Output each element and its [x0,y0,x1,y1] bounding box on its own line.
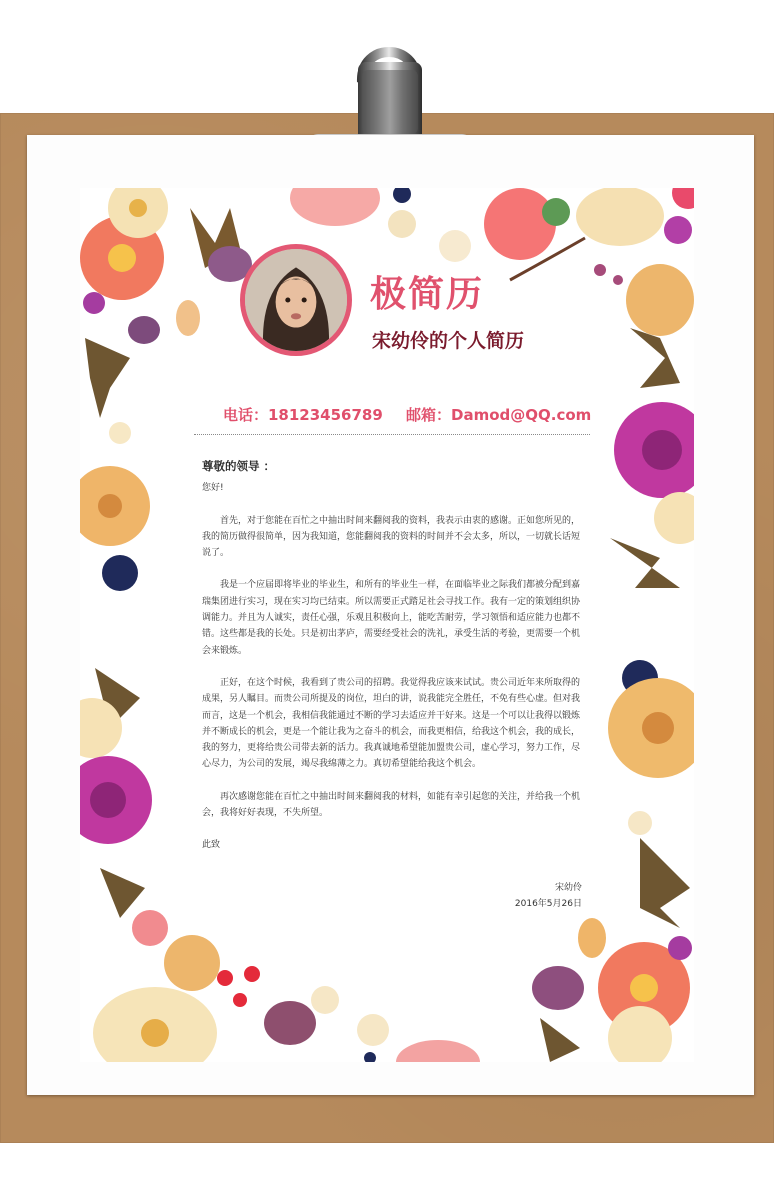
bud-icon [626,264,694,336]
berry-icon [364,1052,376,1062]
profile-photo [240,244,352,356]
flower-icon [102,555,138,591]
berry-icon [233,993,247,1007]
rose-icon [290,188,380,226]
flower-icon [664,216,692,244]
letter-paragraph: 再次感谢您能在百忙之中抽出时间来翻阅我的材料，如能有幸引起您的关注，并给我一个机会，我将好好表现，不失所望。 [202,791,581,819]
bud-icon [542,198,570,226]
resume-page [80,188,694,1062]
email-address: 邮箱：Damod@QQ.com [406,406,592,424]
leaf-icon [85,338,130,418]
flower-icon [388,210,416,238]
letter-greeting: 尊敬的领导 ： [202,459,276,473]
letter-paragraph: 正好，在这个时候，我看到了贵公司的招聘。我觉得我应该来试试。贵公司近年来所取得的成果，另人瞩目。而贵公司所提及的岗位，坦白的讲，说我能完全胜任，不免有些心虚。但对我而言，这是一个机会，我相信我能通过不断的学习去适应并干好来。这是一个可以让我得以锻炼并不断成长的机会，更是一个能让我为之奋斗的机会，而我更相信，给我这个机会，我的成长，我的努力，更将给贵公司带去新的活力。我真诚地希望能加盟贵公司，虚心学习，努力工作，尽心尽力，为公司的发展，竭尽我绵薄之力。真切希望能给我这个机会。 [202,677,581,770]
flower-icon [672,188,694,209]
rose-icon [484,188,556,260]
flower-icon [668,936,692,960]
flower-icon [311,986,339,1014]
person-avatar-icon [245,249,347,351]
bud-icon [264,1001,316,1045]
flower-icon [164,935,220,991]
berry-icon [244,966,260,982]
resume-subtitle: 宋幼伶的个人简历 [372,330,525,352]
flower-icon [109,422,131,444]
leaf-icon [100,868,145,918]
tulip-icon [532,966,584,1010]
bud-icon [578,918,606,958]
flower-icon [357,1014,389,1046]
bud-icon [132,910,168,946]
phone-number: 电话：18123456789 [223,406,383,424]
rose-icon [396,1040,480,1062]
letter-hello: 您好! [202,483,224,494]
leaf-icon [630,328,680,388]
flower-icon [628,811,652,835]
bud-icon [176,300,200,336]
letter-date: 2016年5月26日 [514,898,582,909]
resume-brand-title: 极简历 [370,274,485,315]
letter-signature: 宋幼伶 [554,882,582,893]
letter-paragraph: 我是一个应届即将毕业的毕业生，和所有的毕业生一样，在面临毕业之际我们都被分配到嘉瑞集团进行实习，现在实习均已结束。所以需要正式踏足社会寻找工作。我有一定的策划组织协调能力。并且为人诚实，责任心强，乐观且积极向上，能吃苦耐劳，学习领悟和适应能力也都不错。这些都是我的长处。只是初出茅庐，需要经受社会的洗礼，承受生活的考验，更需要一个机会来锻炼。 [202,580,581,656]
berry-icon [217,970,233,986]
flower-icon [576,188,664,246]
flower-icon [654,492,694,544]
dotted-divider [194,434,590,435]
leaf-icon [640,838,690,928]
letter-paragraph: 首先，对于您能在百忙之中抽出时间来翻阅我的资料，我表示由衷的感谢。正如您所见的，我的简历做得很简单，因为我知道，您能翻阅我的资料的时间并不会太多，所以，一切就长话短说了。 [202,515,581,559]
leaf-icon [540,1018,580,1062]
leaf-icon [610,538,680,588]
contact-info [195,404,595,430]
berry-icon [393,188,411,203]
tulip-icon [128,316,160,344]
cover-letter [202,458,582,912]
berry-icon [594,264,606,276]
berry-icon [613,275,623,285]
letter-closing: 此致 [202,840,221,851]
flower-icon [83,292,105,314]
flower-icon [439,230,471,262]
